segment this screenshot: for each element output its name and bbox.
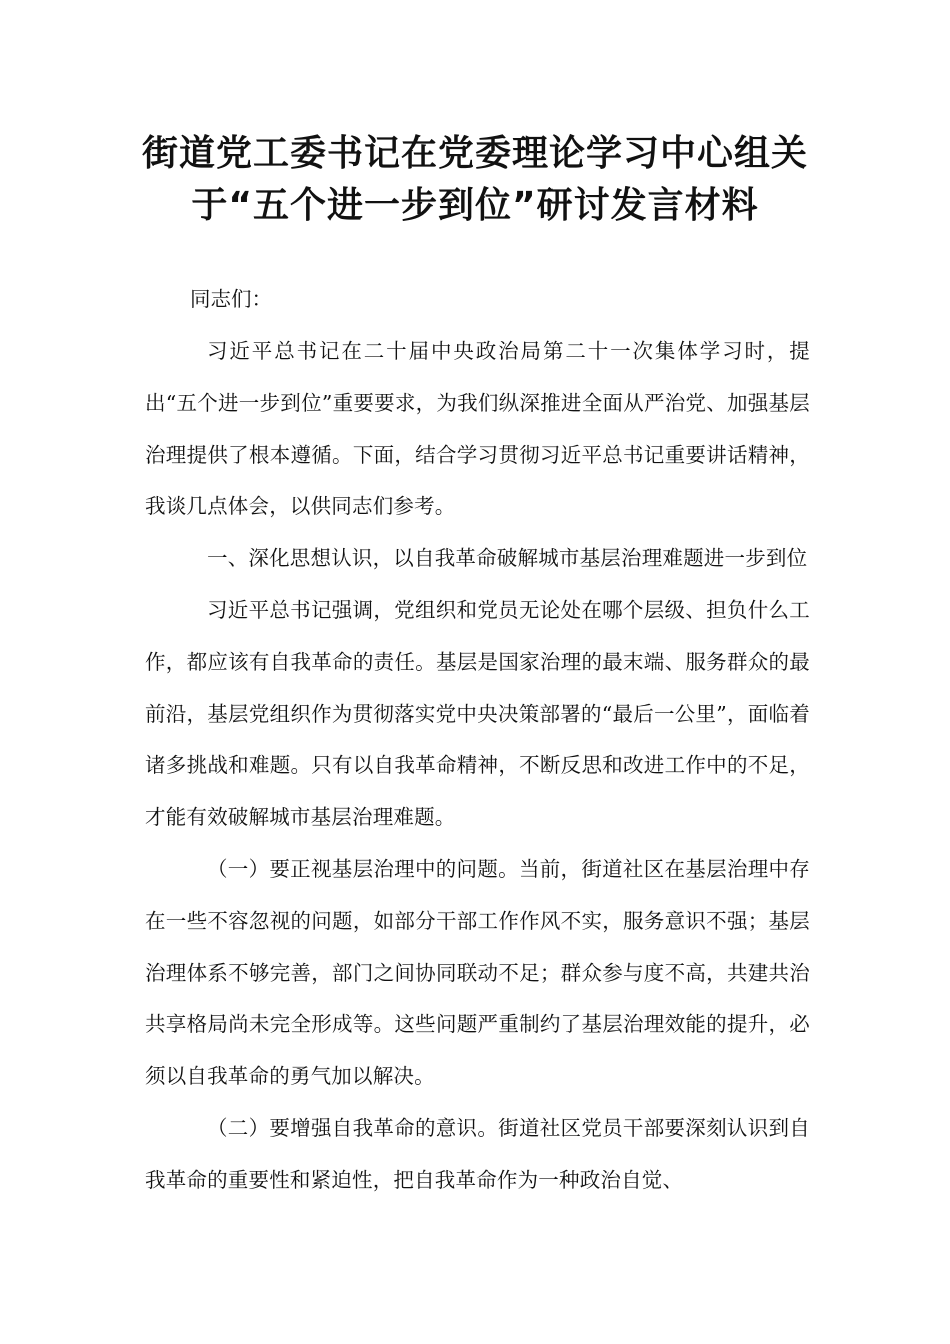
document-title-line-1: 街道党工委书记在党委理论学习中心组关 [141,133,808,174]
paragraph-subsection-2: （二）要增强自我革命的意识。街道社区党员干部要深刻认识到自我革命的重要性和紧迫性，把自我革命作为一种政治自觉、 [145,1115,810,1192]
salutation: 同志们： [190,287,272,311]
document-title-line-2: 于“五个进一步到位”研讨发言材料 [191,185,759,226]
paragraph-subsection-1: （一）要正视基层治理中的问题。当前，街道社区在基层治理中存在一些不容忽视的问题，如部分干部工作作风不实，服务意识不强；基层治理体系不够完善，部门之间协同联动不足；群众参与度不高，共建共治共享格局尚未完全形成等。这些问题严重制约了基层治理效能的提升，必须以自我革命的勇气加以解决。 [145,856,810,1089]
paragraph-intro: 习近平总书记在二十届中央政治局第二十一次集体学习时，提出“五个进一步到位”重要要求，为我们纵深推进全面从严治党、加强基层治理提供了根本遵循。下面，结合学习贯彻习近平总书记重要讲话精神，我谈几点体会，以供同志们参考。 [145,339,810,519]
section-heading-1: 一、深化思想认识，以自我革命破解城市基层治理难题进一步到位 [207,546,808,571]
document-body [145,326,810,1207]
paragraph-section-1: 习近平总书记强调，党组织和党员无论处在哪个层级、担负什么工作，都应该有自我革命的责任。基层是国家治理的最末端、服务群众的最前沿，基层党组织作为贯彻落实党中央决策部署的“最后一公里”，面临着诸多挑战和难题。只有以自我革命精神，不断反思和改进工作中的不足，才能有效破解城市基层治理难题。 [145,597,810,830]
